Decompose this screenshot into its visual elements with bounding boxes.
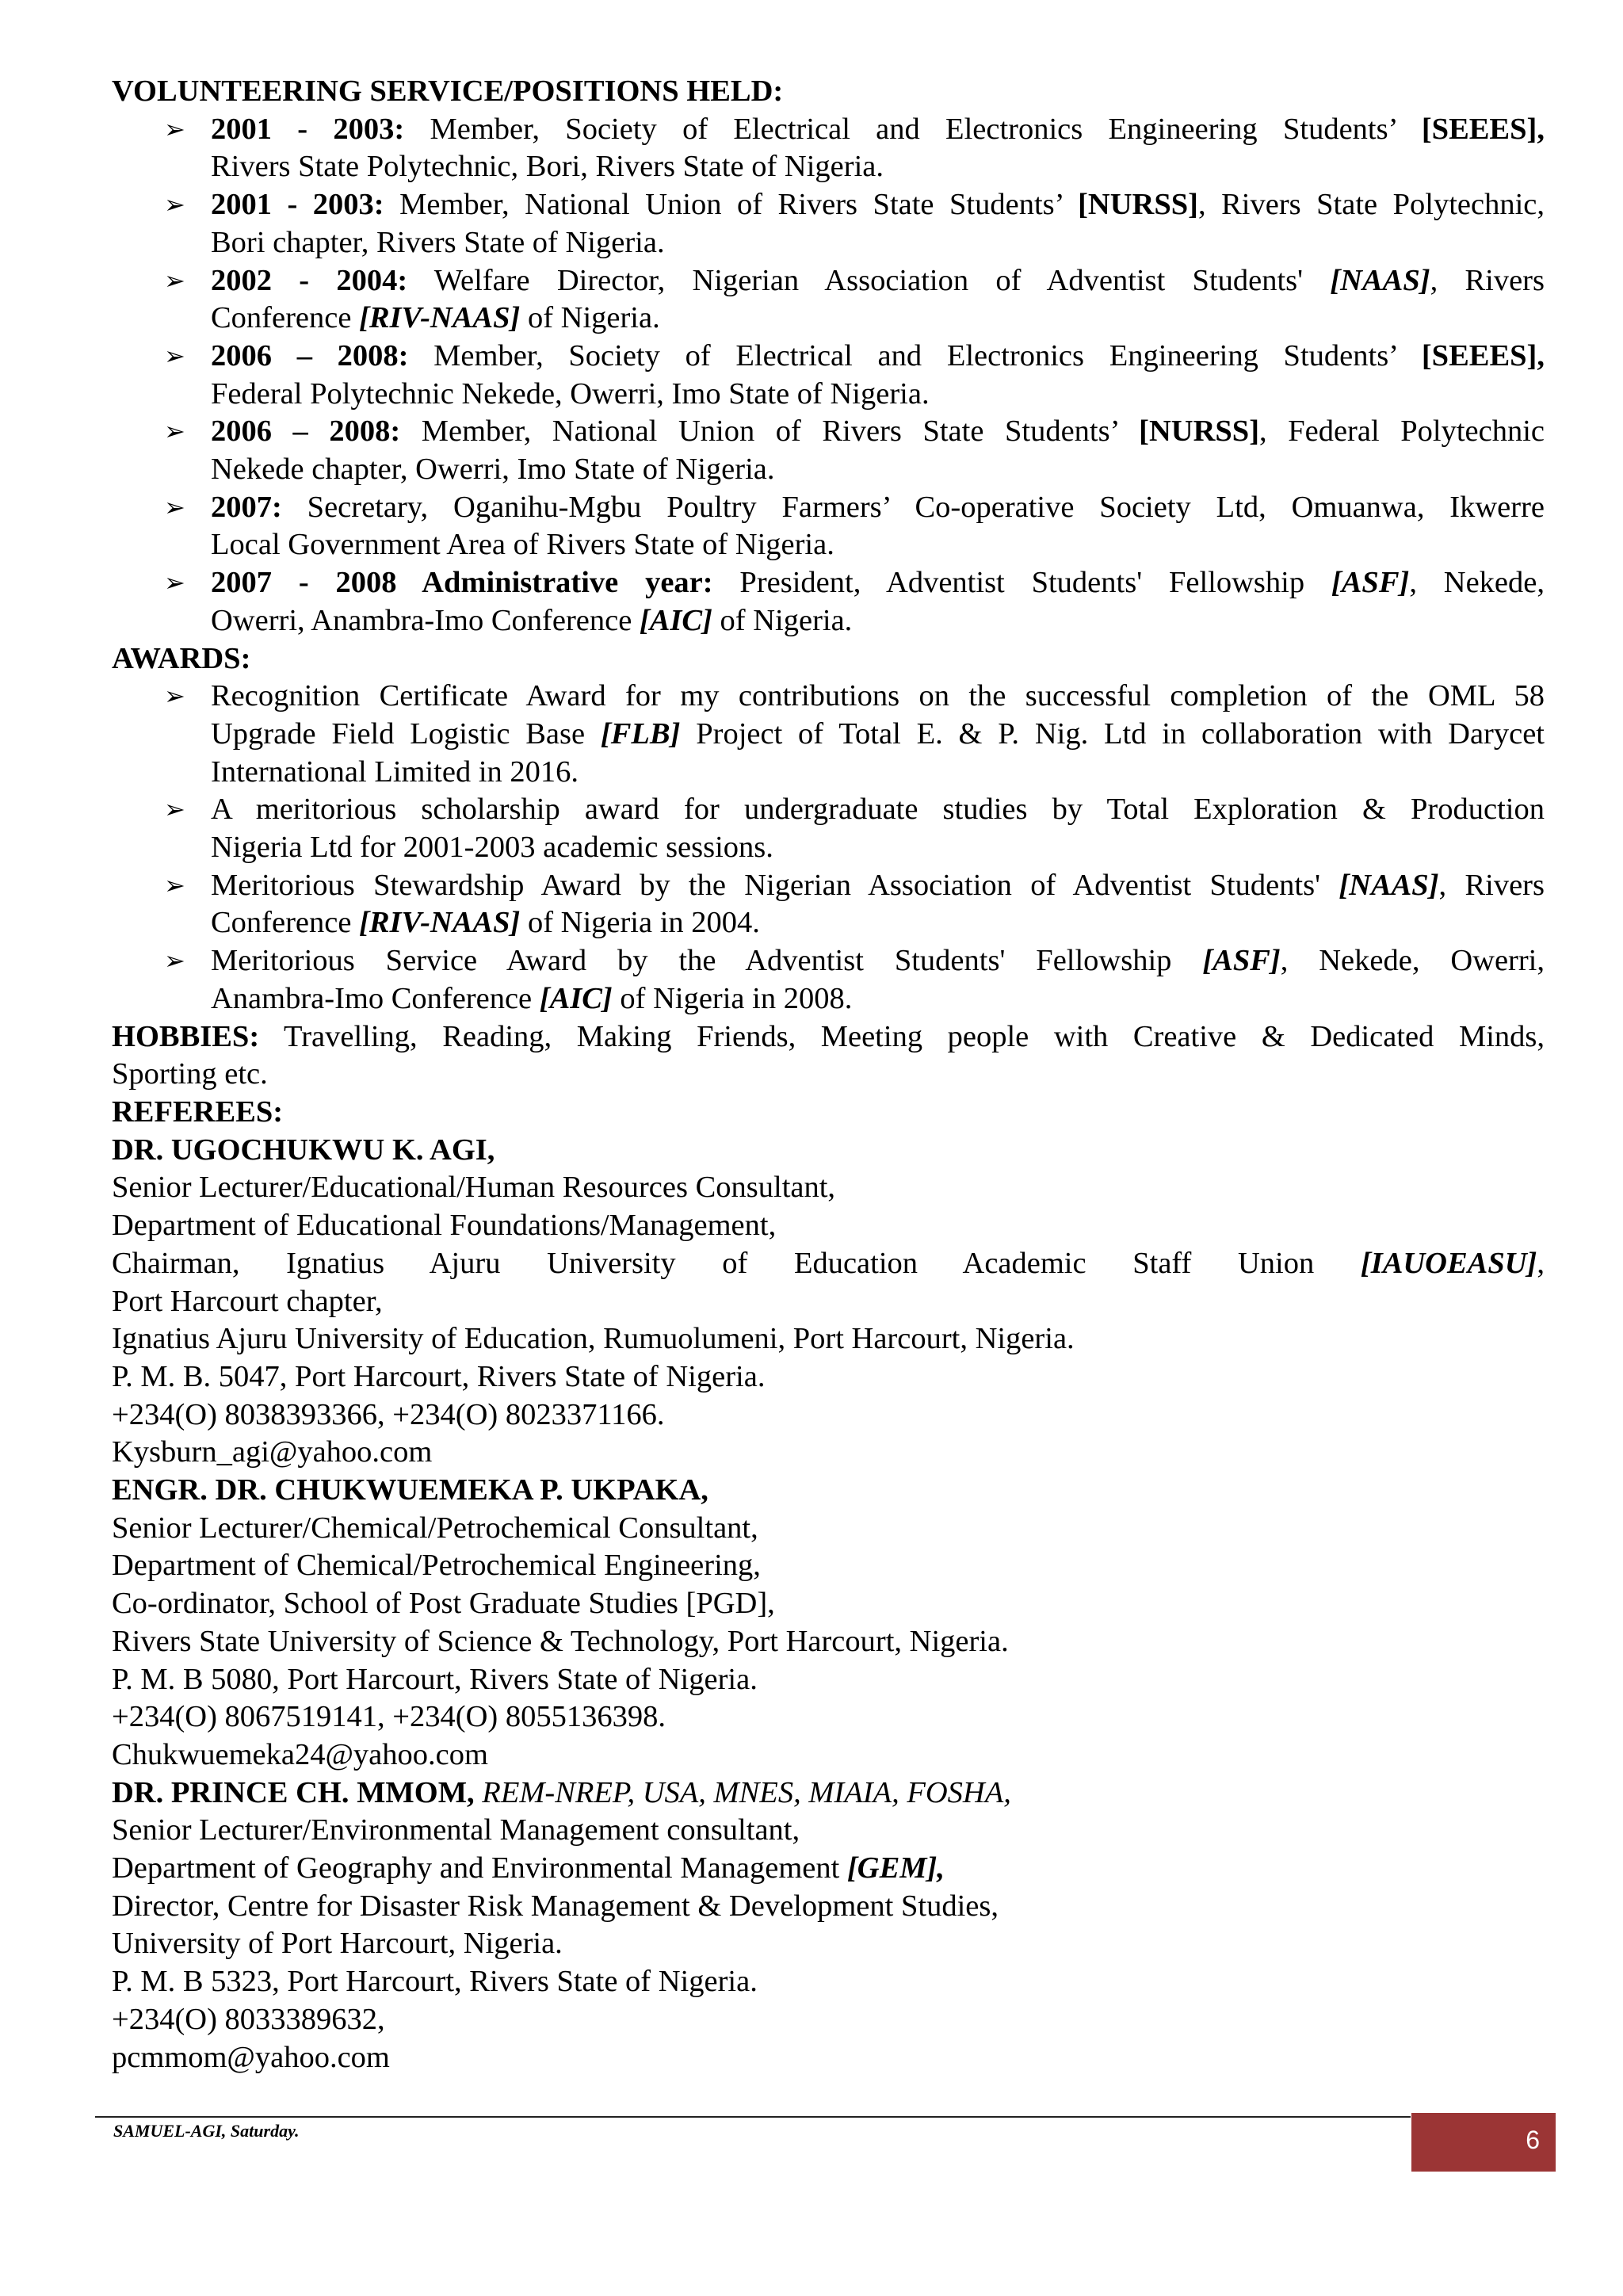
text-run: P. M. B 5323, Port Harcourt, Rivers State of Nigeria. bbox=[112, 1965, 758, 1999]
text-run: +234(O) 8033389632, bbox=[112, 2002, 385, 2036]
text-line bbox=[211, 111, 1545, 149]
list-item bbox=[112, 338, 1545, 413]
text-run: , Federal Polytechnic bbox=[1259, 415, 1545, 449]
list-item bbox=[112, 186, 1545, 262]
text-line bbox=[211, 338, 1545, 376]
list-item bbox=[112, 942, 1545, 1018]
text-line bbox=[112, 1585, 1545, 1623]
list-item bbox=[112, 489, 1545, 564]
text-run: [GEM], bbox=[846, 1851, 945, 1885]
text-run: Member, Society of Electrical and Electronics Engineering Students’ bbox=[408, 338, 1422, 372]
text-run: of Nigeria. bbox=[520, 301, 660, 335]
text-run: [SEEES], bbox=[1421, 112, 1545, 146]
text-run: President, Adventist Students' Fellowship bbox=[712, 566, 1331, 600]
text-run: , bbox=[1537, 1246, 1545, 1280]
list-item bbox=[112, 678, 1545, 791]
text-line bbox=[112, 1775, 1545, 1813]
text-line bbox=[112, 1472, 1545, 1510]
text-run: , Nekede, bbox=[1409, 566, 1545, 600]
text-run: Recognition Certificate Award for my contributions on the successful completion of the OML 58 bbox=[211, 679, 1545, 713]
text-run: 2006 – 2008: bbox=[211, 338, 409, 372]
text-run: Bori chapter, Rivers State of Nigeria. bbox=[211, 225, 665, 259]
text-run: DR. PRINCE CH. MMOM, bbox=[112, 1775, 475, 1809]
text-line bbox=[112, 1963, 1545, 2001]
text-line bbox=[211, 942, 1545, 980]
text-run: [NURSS] bbox=[1078, 188, 1198, 222]
text-run: Federal Polytechnic Nekede, Owerri, Imo State of Nigeria. bbox=[211, 376, 930, 411]
text-run: 2007: bbox=[211, 490, 282, 524]
list-item bbox=[112, 111, 1545, 186]
text-run: 2001 - 2003: bbox=[211, 112, 405, 146]
text-run: Upgrade Field Logistic Base bbox=[211, 716, 601, 751]
text-line bbox=[211, 489, 1545, 527]
text-run: of Nigeria in 2008. bbox=[612, 981, 853, 1015]
text-run: +234(O) 8038393366, +234(O) 8023371166. bbox=[112, 1397, 665, 1431]
text-run: 2006 – 2008: bbox=[211, 415, 401, 449]
text-run: Ignatius Ajuru University of Education, Rumuolumeni, Port Harcourt, Nigeria. bbox=[112, 1322, 1075, 1356]
text-run: Secretary, Oganihu-Mgbu Poultry Farmers’ Co-operative Society Ltd, Omuanwa, Ikwerre bbox=[281, 490, 1545, 524]
text-run: Rivers State Polytechnic, Bori, Rivers State of Nigeria. bbox=[211, 150, 884, 184]
text-run: Department of Geography and Environmental Management bbox=[112, 1851, 847, 1885]
text-line bbox=[211, 564, 1545, 602]
text-line bbox=[211, 867, 1545, 905]
text-line bbox=[112, 1245, 1545, 1283]
text-run: 2002 - 2004: bbox=[211, 263, 408, 297]
text-line bbox=[112, 1056, 1545, 1094]
text-run: Chairman, Ignatius Ajuru University of Education Academic Staff Union bbox=[112, 1246, 1361, 1280]
text-line bbox=[211, 678, 1545, 716]
text-line bbox=[211, 829, 1545, 867]
text-run: Conference bbox=[211, 906, 360, 940]
text-run: +234(O) 8067519141, +234(O) 8055136398. bbox=[112, 1700, 666, 1734]
text-run: Department of Educational Foundations/Management, bbox=[112, 1209, 777, 1243]
arrow-bullet-icon: ➢ bbox=[164, 946, 185, 976]
text-line bbox=[211, 413, 1545, 451]
text-run: Member, Society of Electrical and Electronics Engineering Students’ bbox=[404, 112, 1422, 146]
awards-heading: AWARDS: bbox=[112, 641, 251, 675]
arrow-bullet-icon: ➢ bbox=[164, 113, 185, 144]
text-run: Senior Lecturer/Chemical/Petrochemical Consultant, bbox=[112, 1511, 758, 1545]
text-run: [SEEES], bbox=[1421, 338, 1545, 372]
volunteering-heading: VOLUNTEERING SERVICE/POSITIONS HELD: bbox=[112, 74, 784, 108]
list-item bbox=[112, 867, 1545, 942]
text-run: Director, Centre for Disaster Risk Management & Development Studies, bbox=[112, 1889, 999, 1923]
text-line bbox=[112, 1018, 1545, 1056]
list-item bbox=[112, 791, 1545, 866]
text-line bbox=[112, 1434, 1545, 1472]
text-run: Sporting etc. bbox=[112, 1057, 268, 1091]
text-run: Local Government Area of Rivers State of Nigeria. bbox=[211, 528, 834, 562]
text-line bbox=[211, 754, 1545, 792]
text-run: A meritorious scholarship award for undergraduate studies by Total Exploration & Production bbox=[211, 793, 1545, 827]
text-line bbox=[112, 1850, 1545, 1888]
list-item bbox=[112, 564, 1545, 640]
text-run: [AIC] bbox=[639, 603, 712, 637]
text-run: , Nekede, Owerri, bbox=[1280, 944, 1545, 978]
text-line bbox=[112, 1888, 1545, 1926]
text-run: International Limited in 2016. bbox=[211, 755, 579, 789]
text-run: Nekede chapter, Owerri, Imo State of Nigeria. bbox=[211, 453, 775, 487]
referee-entry bbox=[112, 1132, 1545, 1472]
text-run: Senior Lecturer/Environmental Management consultant, bbox=[112, 1813, 800, 1847]
text-line bbox=[211, 376, 1545, 414]
text-line bbox=[211, 224, 1545, 262]
text-line bbox=[112, 1283, 1545, 1321]
text-run: [RIV-NAAS] bbox=[359, 906, 521, 940]
text-line bbox=[112, 1510, 1545, 1548]
referee-entry bbox=[112, 1472, 1545, 1775]
text-line bbox=[112, 1358, 1545, 1396]
text-run: [IAUOEASU] bbox=[1360, 1246, 1537, 1280]
list-item bbox=[112, 413, 1545, 488]
list-item bbox=[112, 262, 1545, 338]
text-line bbox=[112, 1812, 1545, 1850]
referees-heading: REFEREES: bbox=[112, 1095, 284, 1129]
text-run: [NAAS] bbox=[1338, 868, 1439, 902]
text-line bbox=[112, 1320, 1545, 1358]
text-run: Owerri, Anambra-Imo Conference bbox=[211, 603, 640, 637]
text-line bbox=[112, 1698, 1545, 1736]
text-line bbox=[211, 451, 1545, 489]
hobbies-section bbox=[112, 1018, 1545, 1094]
volunteering-list bbox=[112, 111, 1545, 640]
text-line bbox=[112, 2039, 1545, 2077]
text-run: ENGR. DR. CHUKWUEMEKA P. UKPAKA, bbox=[112, 1473, 708, 1507]
arrow-bullet-icon: ➢ bbox=[164, 567, 185, 598]
footer-divider bbox=[95, 2116, 1411, 2118]
text-line bbox=[112, 1547, 1545, 1585]
text-run: Meritorious Service Award by the Adventist Students' Fellowship bbox=[211, 944, 1203, 978]
arrow-bullet-icon: ➢ bbox=[164, 416, 185, 447]
text-run: P. M. B 5080, Port Harcourt, Rivers State of Nigeria. bbox=[112, 1662, 758, 1696]
text-run: DR. UGOCHUKWU K. AGI, bbox=[112, 1133, 495, 1167]
text-run: pcmmom@yahoo.com bbox=[112, 2040, 390, 2074]
text-run: Rivers State University of Science & Technology, Port Harcourt, Nigeria. bbox=[112, 1624, 1009, 1658]
text-line bbox=[211, 791, 1545, 829]
text-run: Co-ordinator, School of Post Graduate Studies [PGD], bbox=[112, 1587, 775, 1621]
text-line bbox=[112, 2001, 1545, 2039]
text-run: Member, National Union of Rivers State Students’ bbox=[400, 415, 1140, 449]
arrow-bullet-icon: ➢ bbox=[164, 869, 185, 900]
referees-list bbox=[112, 1132, 1545, 2077]
text-line bbox=[211, 262, 1545, 300]
text-run: of Nigeria. bbox=[712, 603, 853, 637]
footer-author: SAMUEL-AGI, Saturday. bbox=[113, 2121, 300, 2141]
text-run: Port Harcourt chapter, bbox=[112, 1284, 383, 1318]
text-line bbox=[211, 526, 1545, 564]
text-line bbox=[211, 980, 1545, 1018]
text-line bbox=[112, 1736, 1545, 1775]
text-run: 2001 - 2003: bbox=[211, 188, 384, 222]
text-run: University of Port Harcourt, Nigeria. bbox=[112, 1927, 563, 1961]
text-run: [ASF] bbox=[1331, 566, 1410, 600]
text-line bbox=[211, 148, 1545, 186]
text-run: Member, National Union of Rivers State Students’ bbox=[384, 188, 1079, 222]
text-run: [NURSS] bbox=[1139, 415, 1260, 449]
arrow-bullet-icon: ➢ bbox=[164, 265, 185, 296]
text-run: [FLB] bbox=[600, 716, 681, 751]
text-run: [NAAS] bbox=[1330, 263, 1430, 297]
text-line bbox=[112, 1661, 1545, 1699]
text-run: Senior Lecturer/Educational/Human Resources Consultant, bbox=[112, 1171, 836, 1205]
referee-entry bbox=[112, 1775, 1545, 2077]
text-line bbox=[112, 1925, 1545, 1963]
text-line bbox=[112, 1396, 1545, 1435]
text-run: , Rivers bbox=[1430, 263, 1545, 297]
text-run: [AIC] bbox=[539, 981, 613, 1015]
text-run: Nigeria Ltd for 2001-2003 academic sessions. bbox=[211, 831, 773, 865]
text-run: Department of Chemical/Petrochemical Engineering, bbox=[112, 1549, 761, 1583]
text-run: Welfare Director, Nigerian Association of Adventist Students' bbox=[407, 263, 1331, 297]
text-run: Project of Total E. & P. Nig. Ltd in collaboration with Darycet bbox=[680, 716, 1545, 751]
text-run: Anambra-Imo Conference bbox=[211, 981, 540, 1015]
arrow-bullet-icon: ➢ bbox=[164, 681, 185, 712]
text-run: HOBBIES: bbox=[112, 1019, 260, 1053]
arrow-bullet-icon: ➢ bbox=[164, 340, 185, 371]
text-line bbox=[211, 300, 1545, 338]
text-run: 2007 - 2008 Administrative year: bbox=[211, 566, 713, 600]
awards-list bbox=[112, 678, 1545, 1018]
text-line bbox=[112, 1207, 1545, 1245]
text-line bbox=[112, 1169, 1545, 1207]
text-run: [RIV-NAAS] bbox=[359, 301, 521, 335]
arrow-bullet-icon: ➢ bbox=[164, 491, 185, 522]
arrow-bullet-icon: ➢ bbox=[164, 794, 185, 825]
arrow-bullet-icon: ➢ bbox=[164, 189, 185, 220]
text-line bbox=[211, 716, 1545, 754]
text-run: P. M. B. 5047, Port Harcourt, Rivers State of Nigeria. bbox=[112, 1359, 766, 1393]
text-run: , Rivers State Polytechnic, bbox=[1197, 188, 1545, 222]
text-line bbox=[211, 186, 1545, 224]
text-line bbox=[211, 904, 1545, 942]
text-run: REM-NREP, USA, MNES, MIAIA, FOSHA, bbox=[474, 1775, 1011, 1809]
text-run: of Nigeria in 2004. bbox=[520, 906, 760, 940]
text-run: Meritorious Stewardship Award by the Nigerian Association of Adventist Students' bbox=[211, 868, 1339, 902]
text-line bbox=[112, 1623, 1545, 1661]
text-run: , Rivers bbox=[1438, 868, 1545, 902]
text-run: Travelling, Reading, Making Friends, Meeting people with Creative & Dedicated Minds, bbox=[259, 1019, 1545, 1053]
text-line bbox=[112, 1132, 1545, 1170]
text-run: [ASF] bbox=[1202, 944, 1281, 978]
page-number-badge bbox=[1411, 2113, 1556, 2172]
resume-page bbox=[112, 73, 1545, 2076]
text-run: Conference bbox=[211, 301, 360, 335]
text-line bbox=[211, 602, 1545, 640]
text-run: Kysburn_agi@yahoo.com bbox=[112, 1435, 433, 1469]
text-run: Chukwuemeka24@yahoo.com bbox=[112, 1737, 488, 1771]
page-number: 6 bbox=[1526, 2126, 1540, 2154]
